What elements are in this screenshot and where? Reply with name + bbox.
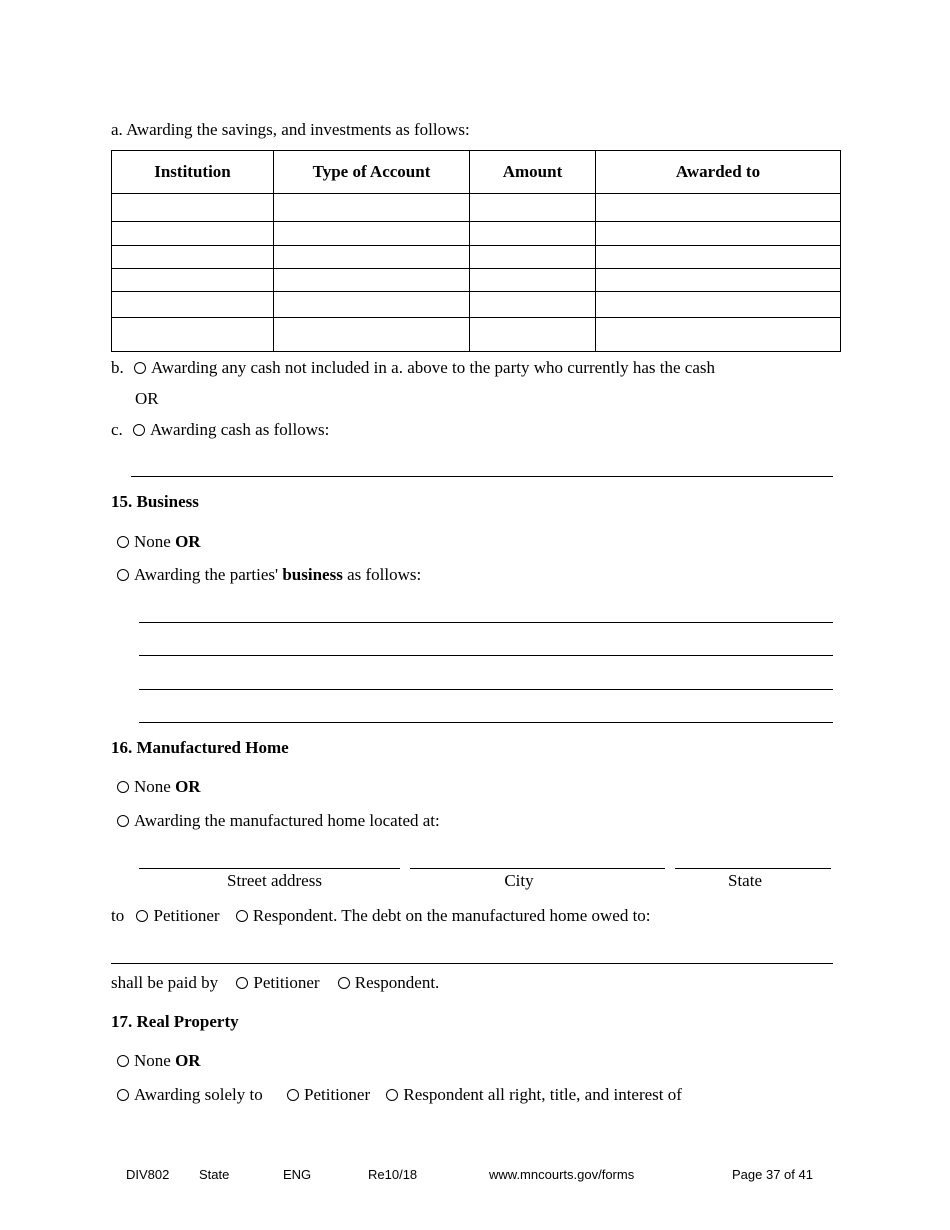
table-row (112, 269, 841, 292)
footer-revision: Re10/18 (368, 1167, 418, 1182)
table-row (112, 222, 841, 246)
business-line-2[interactable] (139, 655, 833, 656)
or-label: OR (175, 532, 201, 551)
property-award-radio[interactable] (117, 1089, 129, 1101)
home-none-radio[interactable] (117, 781, 129, 793)
home-award-option (117, 811, 440, 831)
table-cell[interactable] (470, 222, 596, 246)
table-cell[interactable] (112, 318, 274, 352)
respondent-label: Respondent. (354, 973, 440, 992)
cash-line[interactable] (131, 476, 833, 477)
petitioner-label: Petitioner (304, 1085, 371, 1104)
property-award-text: Awarding solely to (134, 1085, 263, 1104)
table-cell[interactable] (112, 269, 274, 292)
option-b-text: Awarding any cash not included in a. above to the party who currently has the cash (151, 358, 715, 377)
manufactured-home-heading: 16. Manufactured Home (111, 738, 289, 757)
debt-petitioner-radio[interactable] (236, 977, 248, 989)
option-b (111, 358, 715, 378)
home-award-text: Awarding the manufactured home located at: (134, 811, 440, 830)
table-cell[interactable] (596, 269, 841, 292)
table-cell[interactable] (274, 222, 470, 246)
table-cell[interactable] (596, 292, 841, 318)
footer-url[interactable]: www.mncourts.gov/forms (489, 1167, 635, 1182)
table-cell[interactable] (470, 269, 596, 292)
col-amount: Amount (470, 151, 596, 194)
business-award-text: Awarding the parties' (134, 565, 279, 584)
table-cell[interactable] (596, 318, 841, 352)
home-petitioner-radio[interactable] (136, 910, 148, 922)
savings-table (111, 150, 841, 352)
business-heading: 15. Business (111, 492, 199, 511)
street-address-label: Street address (227, 871, 322, 890)
footer-page-number: Page 37 of 41 (732, 1167, 813, 1182)
business-line-1[interactable] (139, 622, 833, 623)
table-cell[interactable] (112, 194, 274, 222)
petitioner-label: Petitioner (253, 973, 320, 992)
business-award-post: as follows: (347, 565, 422, 584)
business-none-radio[interactable] (117, 536, 129, 548)
or-label: OR (135, 389, 159, 408)
col-type-of-account: Type of Account (274, 151, 470, 194)
footer-language: ENG (283, 1167, 312, 1182)
business-bold: business (282, 565, 343, 584)
business-line-3[interactable] (139, 689, 833, 690)
cash-current-holder-radio[interactable] (134, 362, 146, 374)
table-row (112, 246, 841, 269)
debt-paid-by (111, 973, 439, 993)
respondent-label: Respondent all right, title, and interest of (403, 1085, 682, 1104)
home-award-radio[interactable] (117, 815, 129, 827)
city-label: City (504, 871, 534, 890)
table-cell[interactable] (274, 246, 470, 269)
none-label: None (134, 777, 171, 796)
option-c-text: Awarding cash as follows: (150, 420, 330, 439)
table-row (112, 194, 841, 222)
table-cell[interactable] (470, 318, 596, 352)
or-label: OR (175, 1051, 201, 1070)
respondent-debt-label: Respondent. The debt on the manufactured home owed to: (252, 906, 651, 925)
savings-label: a. Awarding the savings, and investments as follows: (111, 120, 470, 139)
table-cell[interactable] (470, 246, 596, 269)
table-cell[interactable] (274, 292, 470, 318)
none-label: None (134, 1051, 171, 1070)
table-cell[interactable] (596, 246, 841, 269)
property-none-option (117, 1051, 201, 1071)
petitioner-label: Petitioner (153, 906, 220, 925)
business-award-radio[interactable] (117, 569, 129, 581)
real-property-heading: 17. Real Property (111, 1012, 239, 1031)
property-respondent-radio[interactable] (386, 1089, 398, 1101)
table-cell[interactable] (112, 292, 274, 318)
property-award-option (117, 1085, 682, 1105)
table-cell[interactable] (470, 194, 596, 222)
debt-respondent-radio[interactable] (338, 977, 350, 989)
table-cell[interactable] (596, 194, 841, 222)
footer-form-number: DIV802 (126, 1167, 170, 1182)
city-line[interactable] (410, 868, 665, 869)
table-cell[interactable] (274, 194, 470, 222)
or-label: OR (175, 777, 201, 796)
cash-as-follows-radio[interactable] (133, 424, 145, 436)
table-cell[interactable] (112, 222, 274, 246)
to-label: to (111, 906, 125, 925)
state-line[interactable] (675, 868, 831, 869)
option-b-prefix: b. (111, 358, 124, 377)
state-label: State (728, 871, 762, 890)
business-line-4[interactable] (139, 722, 833, 723)
table-cell[interactable] (596, 222, 841, 246)
property-none-radio[interactable] (117, 1055, 129, 1067)
none-label: None (134, 532, 171, 551)
business-award-option (117, 565, 421, 585)
table-cell[interactable] (274, 269, 470, 292)
table-row (112, 292, 841, 318)
home-respondent-radio[interactable] (236, 910, 248, 922)
col-awarded-to: Awarded to (596, 151, 841, 194)
footer-state: State (199, 1167, 230, 1182)
home-awarded-to (111, 906, 651, 926)
table-row (112, 318, 841, 352)
debt-owed-line[interactable] (111, 963, 833, 964)
option-c-prefix: c. (111, 420, 123, 439)
street-address-line[interactable] (139, 868, 400, 869)
home-none-option (117, 777, 201, 797)
col-institution: Institution (112, 151, 274, 194)
paid-by-label: shall be paid by (111, 973, 219, 992)
table-cell[interactable] (470, 292, 596, 318)
table-cell[interactable] (274, 318, 470, 352)
option-c (111, 420, 329, 440)
business-none-option (117, 532, 201, 552)
property-petitioner-radio[interactable] (287, 1089, 299, 1101)
table-cell[interactable] (112, 246, 274, 269)
